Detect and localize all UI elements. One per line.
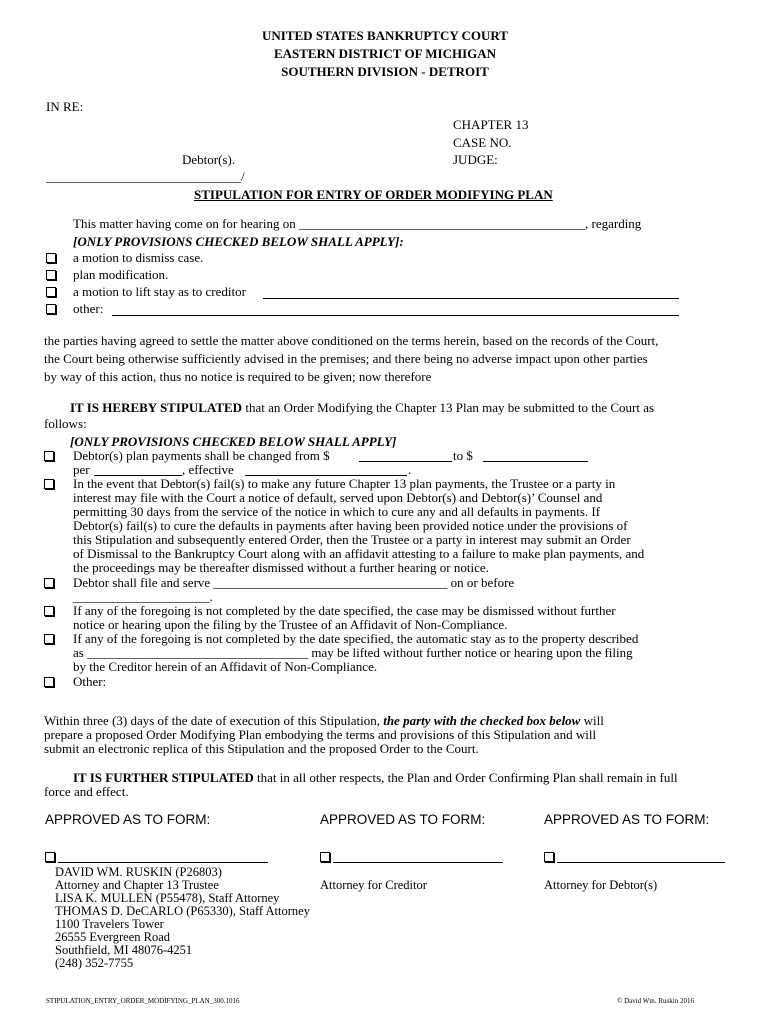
debtor-sign-line — [557, 862, 725, 863]
option-lift-stay-label: a motion to lift stay as to creditor — [73, 284, 246, 299]
judge-label: JUDGE: — [453, 152, 498, 167]
payments-to-label: to $ — [453, 448, 473, 463]
chapter-label: CHAPTER 13 — [453, 117, 529, 132]
payments-eff-label: , effective — [182, 462, 234, 477]
item-other-label: Other: — [73, 674, 107, 689]
foregoing-stay-line-2: as __________________________________ may be lifted without further notice or hearing upon the filing — [73, 645, 633, 660]
case-no-label: CASE NO. — [453, 135, 512, 150]
approved-creditor: APPROVED AS TO FORM: — [320, 812, 486, 827]
approved-trustee: APPROVED AS TO FORM: — [45, 812, 211, 827]
default-line-2: interest may file with the Court a notice of default, served upon Debtor(s) and Debtor(s)’ Counsel and — [73, 490, 603, 505]
within-line-1: Within three (3) days of the date of execution of this Stipulation, the party with the checked box below will — [44, 713, 604, 728]
creditor-sign-checkbox[interactable] — [320, 852, 330, 862]
phone: (248) 352-7755 — [55, 956, 134, 970]
provisions-note-1: [ONLY PROVISIONS CHECKED BELOW SHALL APPLY]: — [73, 234, 404, 249]
foregoing-stay-checkbox[interactable] — [44, 634, 54, 644]
trustee-title: Attorney and Chapter 13 Trustee — [55, 878, 219, 892]
debtors-label: Debtor(s). — [182, 152, 236, 167]
foregoing-stay-line-1: If any of the foregoing is not completed by the date specified, the automatic stay as to the property described — [73, 631, 639, 646]
payments-checkbox[interactable] — [44, 451, 54, 461]
within-line-3: submit an electronic replica of this Stipulation and the proposed Order to the Court. — [44, 741, 479, 756]
payments-from-line — [359, 461, 452, 462]
creditor-sign-line — [333, 862, 503, 863]
default-line-5: this Stipulation and subsequently entered Order, then the Trustee or a party in interest may submit an Order — [73, 532, 631, 547]
option-other-checkbox[interactable] — [46, 304, 56, 314]
option-other-label: other: — [73, 301, 104, 316]
default-checkbox[interactable] — [44, 479, 54, 489]
stipulated-line-1: IT IS HEREBY STIPULATED that an Order Modifying the Chapter 13 Plan may be submitted to the Court as — [70, 400, 655, 415]
form-id: STIPULATION_ENTRY_ORDER_MODIFYING_PLAN_300.1016 — [46, 997, 240, 1005]
recital-line-1: the parties having agreed to settle the matter above conditioned on the terms herein, based on the records of the Court, — [44, 333, 659, 348]
in-re-label: IN RE: — [46, 99, 84, 114]
option-plan-mod-label: plan modification. — [73, 267, 169, 282]
staff-attorney-2: THOMAS D. DeCARLO (P65330), Staff Attorney — [55, 904, 310, 918]
court-name: UNITED STATES BANKRUPTCY COURT — [262, 28, 508, 43]
address-line-1: 1100 Travelers Tower — [55, 917, 164, 931]
foregoing-dismiss-checkbox[interactable] — [44, 606, 54, 616]
other-line — [112, 315, 679, 316]
copyright: © David Wm. Ruskin 2016 — [617, 997, 694, 1005]
payments-to-line — [483, 461, 588, 462]
payments-end: . — [408, 462, 412, 477]
debtor-sign-checkbox[interactable] — [544, 852, 554, 862]
approved-debtor: APPROVED AS TO FORM: — [544, 812, 710, 827]
address-line-2: 26555 Evergreen Road — [55, 930, 171, 944]
provisions-note-2: [ONLY PROVISIONS CHECKED BELOW SHALL APPLY] — [70, 434, 397, 449]
option-dismiss-checkbox[interactable] — [46, 253, 56, 263]
stipulated-line-2: follows: — [44, 416, 87, 431]
creditor-attorney-label: Attorney for Creditor — [320, 878, 427, 892]
default-line-7: the proceedings may be thereafter dismissed without a further hearing or notice. — [73, 560, 489, 575]
address-line-3: Southfield, MI 48076-4251 — [55, 943, 193, 957]
foregoing-dismiss-line-1: If any of the foregoing is not completed by the date specified, the case may be dismissed without further — [73, 603, 616, 618]
file-serve-line-2: _____________________. — [73, 589, 213, 604]
payments-line-1: Debtor(s) plan payments shall be changed from $ — [73, 448, 330, 463]
trustee-name: DAVID WM. RUSKIN (P26803) — [55, 865, 222, 879]
option-dismiss-label: a motion to dismiss case. — [73, 250, 204, 265]
option-lift-stay-checkbox[interactable] — [46, 287, 56, 297]
file-serve-checkbox[interactable] — [44, 578, 54, 588]
division-name: SOUTHERN DIVISION - DETROIT — [281, 64, 489, 79]
default-line-3: permitting 30 days from the service of the notice in which to cure any and all defaults in payments. If — [73, 504, 601, 519]
debtor-attorney-label: Attorney for Debtor(s) — [544, 878, 658, 892]
recital-line-3: by way of this action, thus no notice is required to be given; now therefore — [44, 369, 432, 384]
payments-per-label: per — [73, 462, 90, 477]
item-other-checkbox[interactable] — [44, 677, 54, 687]
default-line-1: In the event that Debtor(s) fail(s) to make any future Chapter 13 plan payments, the Trustee or a party in — [73, 476, 616, 491]
further-line-2: force and effect. — [44, 784, 129, 799]
foregoing-dismiss-line-2: notice or hearing upon the filing by the Trustee of an Affidavit of Non-Compliance. — [73, 617, 508, 632]
caption-rule: ______________________________/ — [46, 169, 245, 184]
foregoing-stay-line-3: by the Creditor herein of an Affidavit of Non-Compliance. — [73, 659, 378, 674]
creditor-line — [263, 298, 679, 299]
hearing-line: This matter having come on for hearing on ____________________________________________, regarding — [73, 216, 642, 231]
trustee-sign-checkbox[interactable] — [45, 852, 55, 862]
default-line-4: Debtor(s) fail(s) to cure the defaults in payments after having been provided notice under the provisions of — [73, 518, 628, 533]
recital-line-2: the Court being otherwise sufficiently advised in the premises; and there being no adverse impact upon other parties — [44, 351, 648, 366]
district-name: EASTERN DISTRICT OF MICHIGAN — [273, 46, 497, 61]
default-line-6: of Dismissal to the Bankruptcy Court along with an affidavit attesting to a failure to make plan payments, and — [73, 546, 645, 561]
trustee-sign-line — [58, 862, 268, 863]
within-line-2: prepare a proposed Order Modifying Plan embodying the terms and provisions of this Stipulation and will — [44, 727, 597, 742]
further-line-1: IT IS FURTHER STIPULATED that in all other respects, the Plan and Order Confirming Plan shall remain in full — [73, 770, 678, 785]
file-serve-line-1: Debtor shall file and serve ____________________________________ on or before — [73, 575, 515, 590]
document-title: STIPULATION FOR ENTRY OF ORDER MODIFYING PLAN — [194, 187, 553, 202]
staff-attorney-1: LISA K. MULLEN (P55478), Staff Attorney — [55, 891, 280, 905]
option-plan-mod-checkbox[interactable] — [46, 270, 56, 280]
